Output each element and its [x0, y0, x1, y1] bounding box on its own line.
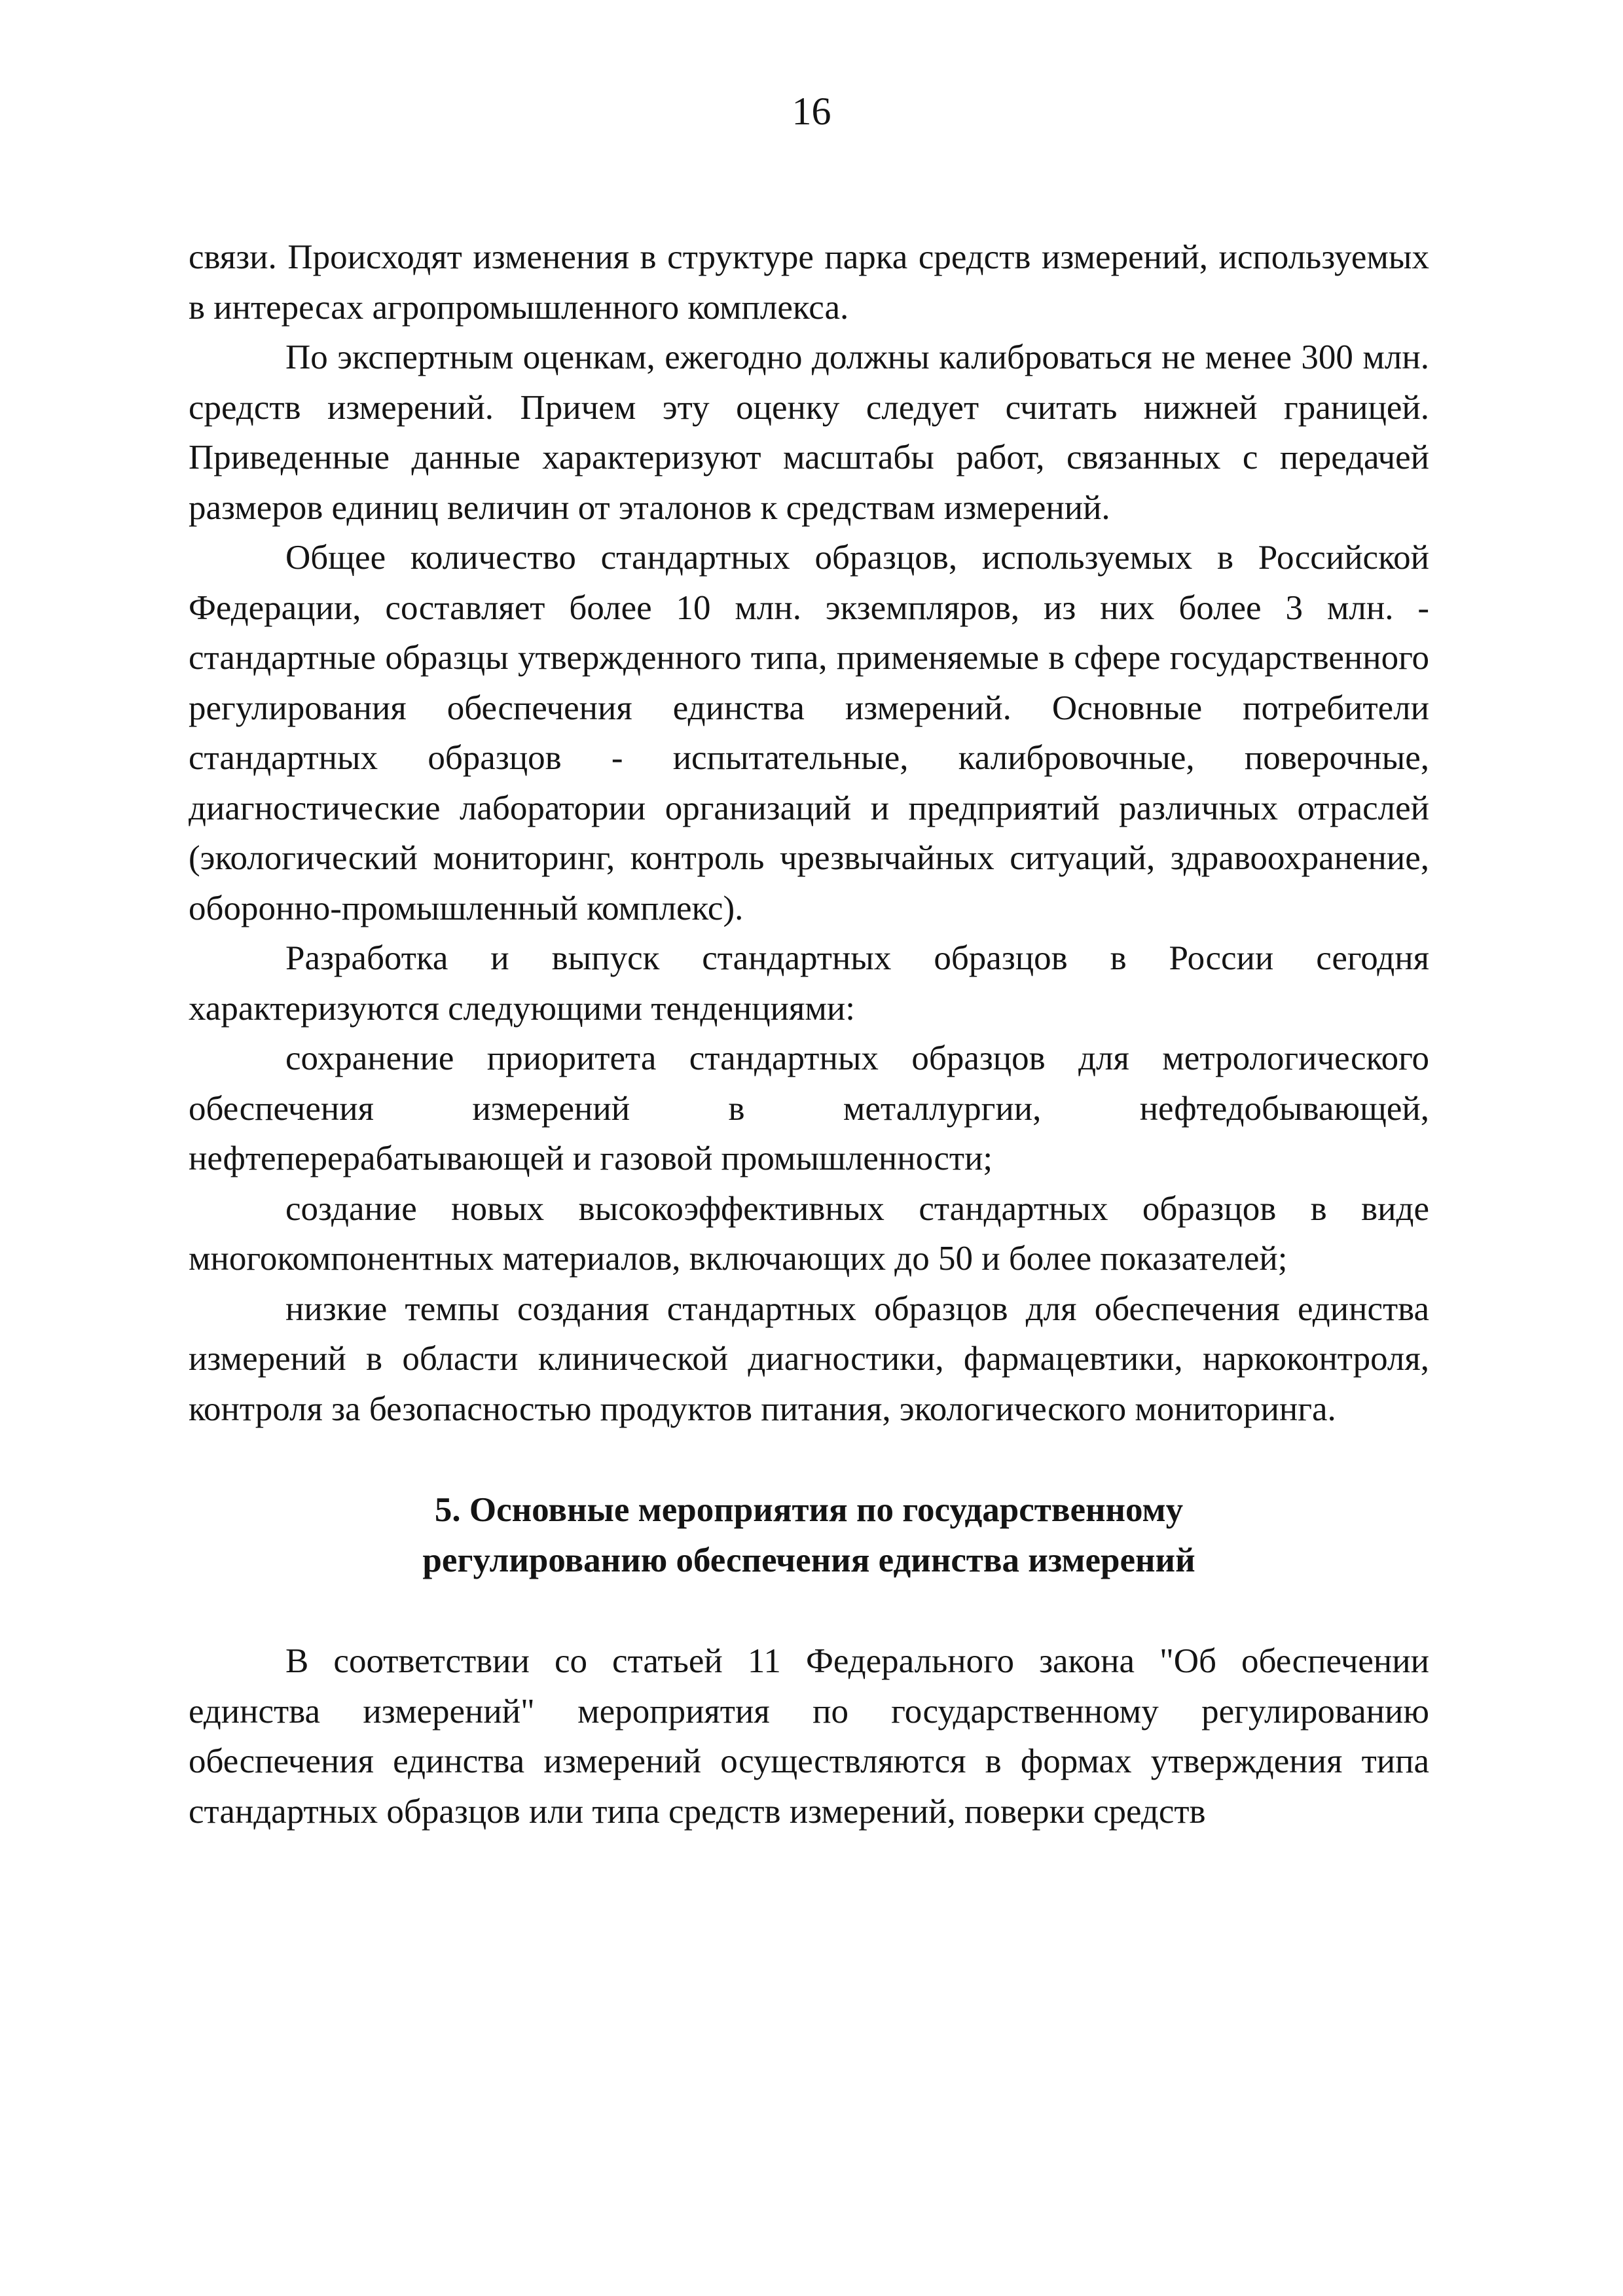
document-body	[189, 232, 1429, 1837]
paragraph-trends-intro: Разработка и выпуск стандартных образцов в России сегодня характеризуются следующими тенденциями:	[189, 939, 1429, 1028]
section-heading	[189, 1434, 1429, 1636]
paragraph-continuation: связи. Происходят изменения в структуре парка средств измерений, используемых в интересах агропромышленного комплекса.	[189, 238, 1429, 327]
paragraph-trend-new-materials: создание новых высокоэффективных стандартных образцов в виде многокомпонентных материалов, включающих до 50 и более показателей;	[189, 1189, 1429, 1278]
paragraph-trend-priority: сохранение приоритета стандартных образцов для метрологического обеспечения измерений в металлургии, нефтедобывающей, нефтеперерабатывающей и газовой промышленности;	[189, 1039, 1429, 1177]
paragraph-federal-law: В соответствии со статьей 11 Федерального закона "Об обеспечении единства измерений" мероприятия по государственному регулированию обеспечения единства измерений осуществляются в формах утверждения типа стандартных образцов или типа средств измерений, поверки средств	[189, 1642, 1429, 1831]
page-number: 16	[792, 90, 831, 133]
paragraph-reference-materials-count: Общее количество стандартных образцов, используемых в Российской Федерации, составляет более 10 млн. экземпляров, из них более 3 млн. - стандартные образцы утвержденного типа, применяемые в сфере государственного регулирования обеспечения единства измерений. Основные потребители стандартных образцов - испытательные, калибровочные, поверочные, диагностические лаборатории организаций и предприятий различных отраслей (экологический мониторинг, контроль чрезвычайных ситуаций, здравоохранение, оборонно-промышленный комплекс).	[189, 539, 1429, 927]
paragraph-expert-estimates: По экспертным оценкам, ежегодно должны калиброваться не менее 300 млн. средств измерений. Причем эту оценку следует считать нижней границей. Приведенные данные характеризуют масштабы работ, связанных с передачей размеров единиц величин от эталонов к средствам измерений.	[189, 338, 1429, 527]
section-heading-line-2: регулированию обеспечения единства измерений	[422, 1541, 1195, 1579]
section-heading-line-1: 5. Основные мероприятия по государственному	[434, 1491, 1184, 1529]
paragraph-trend-low-rates: низкие темпы создания стандартных образцов для обеспечения единства измерений в области клинической диагностики, фармацевтики, наркоконтроля, контроля за безопасностью продуктов питания, экологического мониторинга.	[189, 1289, 1429, 1428]
